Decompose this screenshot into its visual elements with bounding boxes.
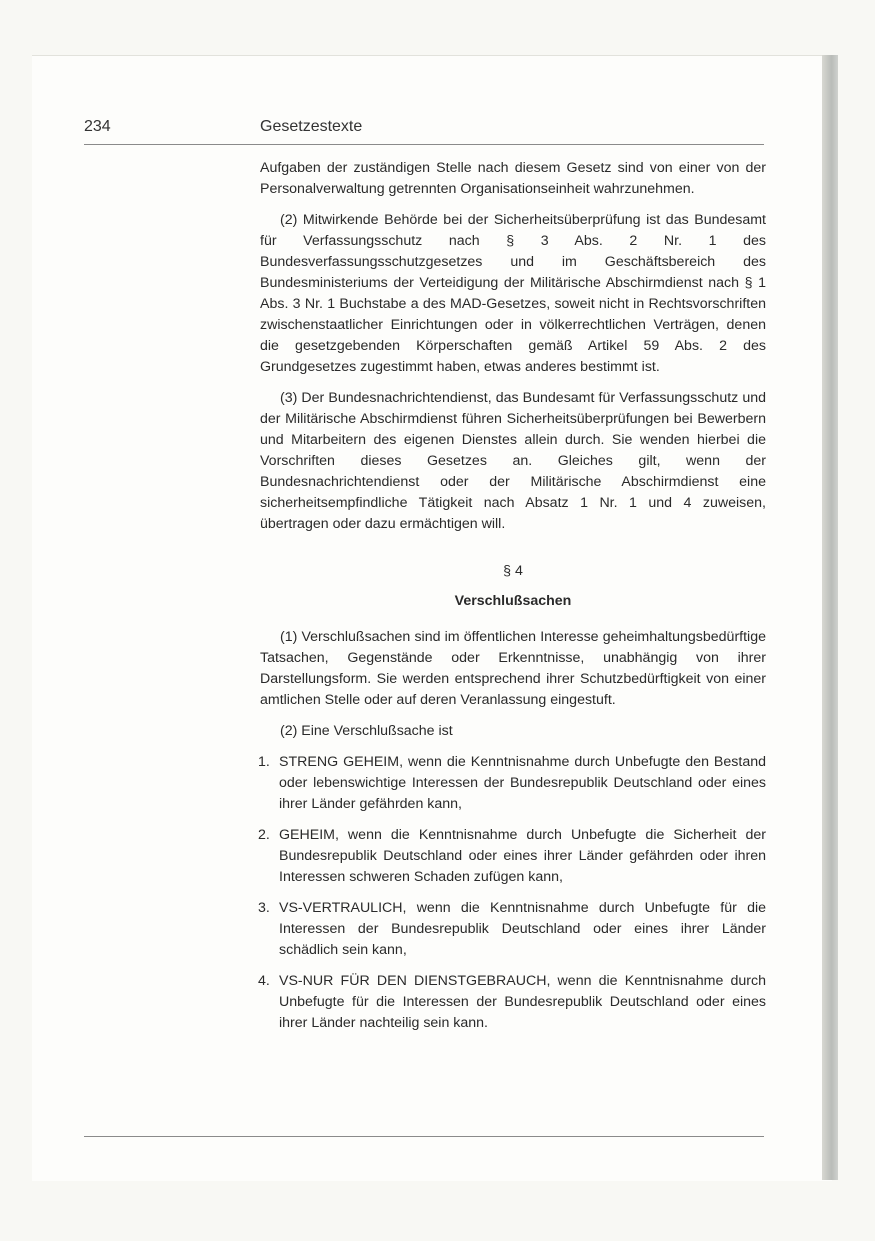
body-text [260, 158, 766, 1044]
list-marker: 1. [258, 754, 270, 770]
list-item [258, 752, 766, 815]
paragraph-s4-abs-2: (2) Eine Verschlußsache ist [280, 723, 453, 739]
list-marker: 3. [258, 900, 270, 916]
page-edge-shadow [822, 55, 838, 1180]
section-number: § 4 [503, 563, 523, 579]
footer-rule [84, 1136, 764, 1137]
paragraph-abs-2: (2) Mitwirkende Behörde bei der Sicherheitsüberprüfung ist das Bundesamt für Verfassungsschutz nach § 3 Abs. 2 Nr. 1 des Bundesverfassungsschutzgesetzes und im Geschäftsbereich des Bundesministeriums der Verteidigung der Militärische Abschirmdienst nach § 1 Abs. 3 Nr. 1 Buchstabe a des MAD-Gesetzes, soweit nicht in Rechtsvorschriften zwischenstaatlicher Einrichtungen oder in völkerrechtlichen Verträgen, denen die gesetzgebenden Körperschaften gemäß Artikel 59 Abs. 2 des Grundgesetzes zugestimmt haben, etwas anderes bestimmt ist. [260, 212, 766, 375]
list-item-text: STRENG GEHEIM, wenn die Kenntnisnahme durch Unbefugte den Bestand oder lebenswichtige Interessen der Bundesrepublik Deutschland oder eines ihrer Länder gefährden kann, [279, 754, 766, 812]
list-item [258, 825, 766, 888]
list-item-text: VS-VERTRAULICH, wenn die Kenntnisnahme durch Unbefugte für die Interessen der Bundesrepublik Deutschland oder eines ihrer Länder schädlich sein kann, [279, 900, 766, 958]
list-item-text: VS-NUR FÜR DEN DIENSTGEBRAUCH, wenn die Kenntnisnahme durch Unbefugte für die Interessen der Bundesrepublik Deutschland oder eines ihrer Länder nachteilig sein kann. [279, 973, 766, 1031]
list-marker: 4. [258, 973, 270, 989]
list-marker: 2. [258, 827, 270, 843]
list-item [258, 971, 766, 1034]
section-title: Verschlußsachen [454, 593, 572, 609]
paragraph-abs-3: (3) Der Bundesnachrichtendienst, das Bundesamt für Verfassungsschutz und der Militärische Abschirmdienst führen Sicherheitsüberprüfungen bei Bewerbern und Mitarbeitern des eigenen Dienstes allein durch. Sie wenden hierbei die Vorschriften dieses Gesetzes an. Gleiches gilt, wenn der Bundesnachrichtendienst oder der Militärische Abschirmdienst eine sicherheitsempfindliche Tätigkeit nach Absatz 1 Nr. 1 und 4 zuweisen, übertragen oder dazu ermächtigen will. [260, 390, 766, 532]
header-rule [84, 144, 764, 145]
list-item-text: GEHEIM, wenn die Kenntnisnahme durch Unbefugte die Sicherheit der Bundesrepublik Deutschland oder eines ihrer Länder gefährden oder ihren Interessen schweren Schaden zufügen kann, [279, 827, 766, 885]
paragraph-intro: Aufgaben der zuständigen Stelle nach diesem Gesetz sind von einer von der Personalverwaltung getrennten Organisationseinheit wahrzunehmen. [260, 160, 766, 197]
paragraph-s4-abs-1: (1) Verschlußsachen sind im öffentlichen Interesse geheimhaltungsbedürftige Tatsachen, Gegenstände oder Erkenntnisse, unabhängig von ihrer Darstellungsform. Sie werden entsprechend ihrer Schutzbedürftigkeit von einer amtlichen Stelle oder auf deren Veranlassung eingestuft. [260, 629, 766, 708]
running-title: Gesetzestexte [260, 118, 363, 135]
page-number: 234 [84, 118, 111, 135]
classification-list [260, 752, 766, 1034]
list-item [258, 898, 766, 961]
